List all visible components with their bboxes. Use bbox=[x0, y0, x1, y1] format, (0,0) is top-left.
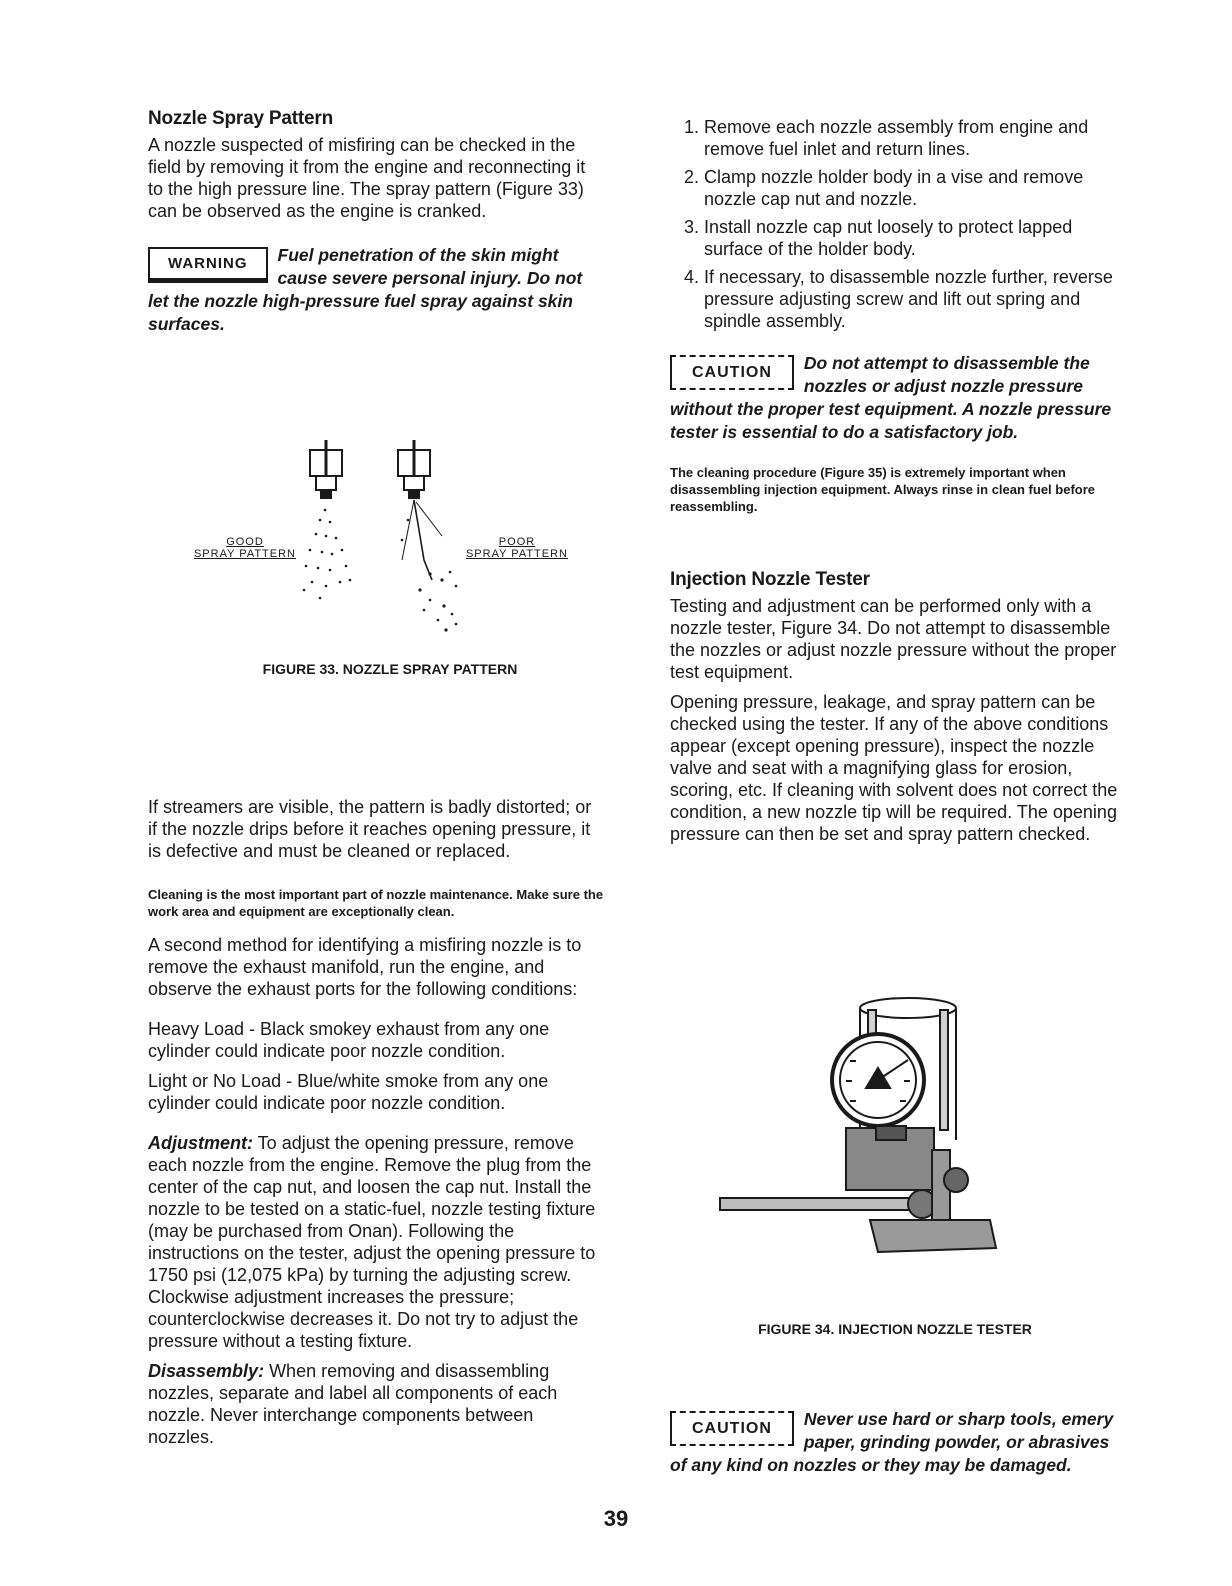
right-column bbox=[670, 116, 1128, 853]
cleaning-note: Cleaning is the most important part of nozzle maintenance. Make sure the work area and equipment are exceptionally clean. bbox=[148, 887, 604, 919]
poor-spray-dots bbox=[401, 519, 458, 632]
injection-nozzle-tester-heading: Injection Nozzle Tester bbox=[670, 569, 870, 590]
good-spray-dots bbox=[303, 509, 352, 600]
second-method-paragraph: A second method for identifying a misfiring nozzle is to remove the exhaust manifold, run the engine, and observe the exhaust ports for the following conditions: bbox=[148, 935, 582, 999]
figure-33-caption: FIGURE 33. NOZZLE SPRAY PATTERN bbox=[262, 661, 518, 677]
nozzle-spray-intro: A nozzle suspected of misfiring can be checked in the field by removing it from the engine and reconnecting it to the high pressure line. The spray pattern (Figure 33) can be observed as the engine is cranked. bbox=[148, 135, 586, 221]
disassembly-text: When removing and disassembling nozzles, separate and label all components of each nozzle. Never interchange components between nozzles. bbox=[148, 1361, 558, 1447]
step-item: 4. If necessary, to disassemble nozzle further, reverse pressure adjusting screw and lift out spring and spindle assembly. bbox=[704, 266, 1128, 332]
warning-notice bbox=[148, 244, 604, 336]
streamers-paragraph: If streamers are visible, the pattern is badly distorted; or if the nozzle drips before it reaches opening pressure, it is defective and must be cleaned or replaced. bbox=[148, 797, 592, 861]
figure-34 bbox=[700, 980, 1090, 1340]
disassembly-label: Disassembly: bbox=[148, 1361, 265, 1381]
tester-paragraph-1: Testing and adjustment can be performed only with a nozzle tester, Figure 34. Do not attempt to disassemble the nozzles or adjust nozzle pressure without the proper test equipment. bbox=[670, 596, 1117, 682]
caution-text-1: Do not attempt to disassemble the nozzles or adjust nozzle pressure without the proper test equipment. A nozzle pressure tester is essential to do a satisfactory job. bbox=[670, 353, 1112, 442]
heavy-load-paragraph: Heavy Load - Black smokey exhaust from any one cylinder could indicate poor nozzle condition. bbox=[148, 1019, 550, 1061]
adjustment-text: To adjust the opening pressure, remove each nozzle from the engine. Remove the plug from the center of the cap nut, and loosen the cap nut. Install the nozzle to be tested on a static-fuel, nozzle testing fixture (may be purchased from Onan). Following the instructions on the tester, adjust the opening pressure to 1750 psi (12,075 kPa) by turning the adjusting screw. Clockwise adjustment increases the pressure; counterclockwise decreases it. Do not try to adjust the pressure without a testing fixture. bbox=[148, 1133, 596, 1351]
poor-spray-label: POOR SPRAY PATTERN bbox=[465, 536, 569, 560]
step-item: 3. Install nozzle cap nut loosely to protect lapped surface of the holder body. bbox=[704, 216, 1128, 260]
poor-nozzle-drawing bbox=[398, 440, 442, 580]
adjustment-label: Adjustment: bbox=[148, 1133, 253, 1153]
adjustment-paragraph bbox=[148, 1132, 604, 1352]
light-load-paragraph: Light or No Load - Blue/white smoke from any one cylinder could indicate poor nozzle condition. bbox=[148, 1071, 549, 1113]
good-nozzle-drawing bbox=[310, 440, 342, 498]
good-spray-label: GOOD SPRAY PATTERN bbox=[193, 536, 297, 560]
disassembly-steps-list bbox=[670, 116, 1128, 332]
cleaning-procedure-note: The cleaning procedure (Figure 35) is extremely important when disassembling injection equipment. Always rinse in clean fuel before reassembling. bbox=[670, 465, 1096, 514]
warning-text: Fuel penetration of the skin might cause severe personal injury. Do not let the nozzle high-pressure fuel spray against skin surfaces. bbox=[148, 245, 583, 334]
figure-33 bbox=[180, 440, 600, 680]
left-column bbox=[148, 108, 604, 336]
step-item: 1. Remove each nozzle assembly from engine and remove fuel inlet and return lines. bbox=[704, 116, 1128, 160]
tester-paragraph-2: Opening pressure, leakage, and spray pattern can be checked using the tester. If any of the above conditions appear (except opening pressure), inspect the nozzle valve and seat with a magnifying glass for erosion, scoring, etc. If cleaning with solvent does not correct the condition, a new nozzle tip will be required. The opening pressure can then be set and spray pattern checked. bbox=[670, 692, 1118, 844]
caution-label-1: CAUTION bbox=[670, 355, 794, 390]
caution-text-2: Never use hard or sharp tools, emery paper, grinding powder, or abrasives of any kind on nozzles or they may be damaged. bbox=[670, 1409, 1114, 1475]
step-item: 2. Clamp nozzle holder body in a vise and remove nozzle cap nut and nozzle. bbox=[704, 166, 1128, 210]
figure-34-caption: FIGURE 34. INJECTION NOZZLE TESTER bbox=[758, 1321, 1032, 1337]
left-column-lower bbox=[148, 796, 604, 1456]
caution-notice-1 bbox=[670, 352, 1128, 444]
caution-label-2: CAUTION bbox=[670, 1411, 794, 1446]
disassembly-paragraph bbox=[148, 1360, 604, 1448]
page-number: 39 bbox=[603, 1506, 629, 1531]
nozzle-spray-pattern-heading: Nozzle Spray Pattern bbox=[148, 108, 333, 129]
caution-notice-2 bbox=[670, 1408, 1130, 1477]
warning-label: WARNING bbox=[148, 247, 268, 283]
nozzle-tester-illustration bbox=[700, 980, 1090, 1280]
